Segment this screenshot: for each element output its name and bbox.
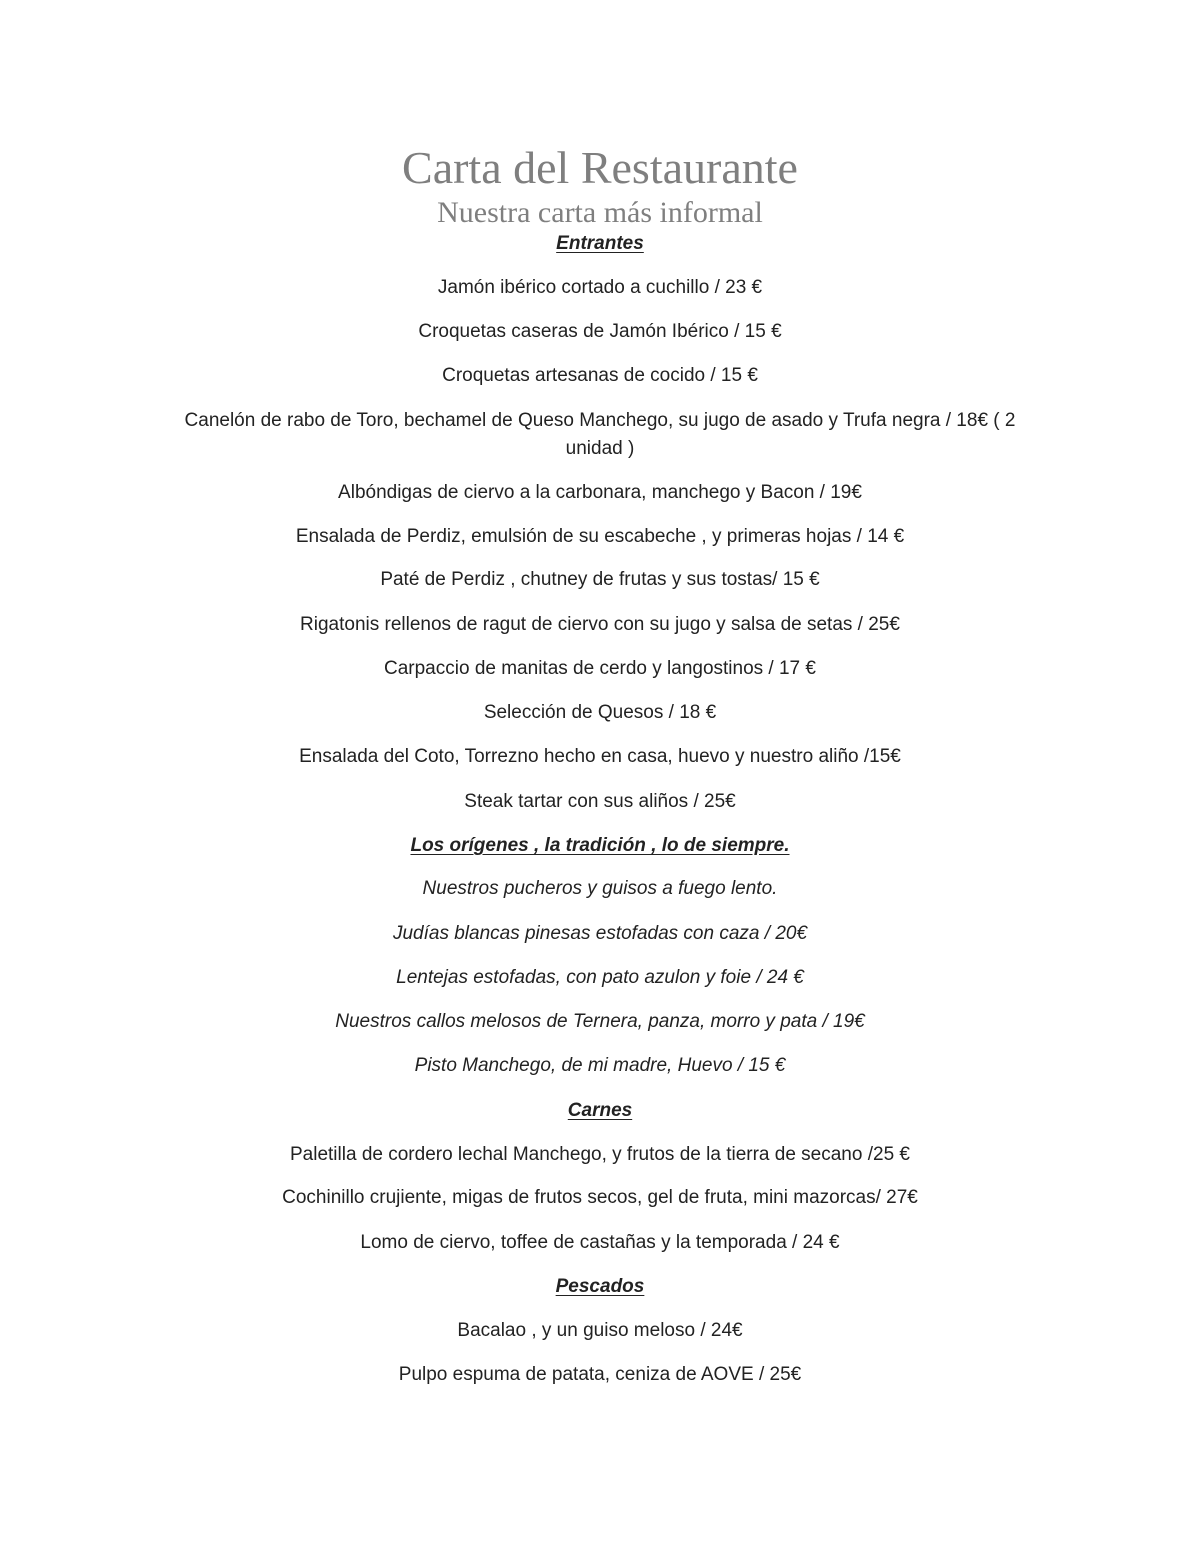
- menu-item: Albóndigas de ciervo a la carbonara, manchego y Bacon / 19€: [338, 482, 862, 503]
- menu-item: Lentejas estofadas, con pato azulon y foie / 24 €: [396, 967, 804, 988]
- menu-item: Ensalada del Coto, Torrezno hecho en casa, huevo y nuestro aliño /15€: [299, 746, 901, 767]
- menu-item: Pisto Manchego, de mi madre, Huevo / 15 €: [414, 1055, 786, 1076]
- menu-item: Pulpo espuma de patata, ceniza de AOVE / 25€: [398, 1364, 802, 1385]
- section-heading-entrantes: Entrantes: [556, 233, 644, 254]
- menu-item: Carpaccio de manitas de cerdo y langostinos / 17 €: [384, 658, 816, 679]
- menu-item: Croquetas caseras de Jamón Ibérico / 15 €: [418, 321, 782, 342]
- menu-item: Lomo de ciervo, toffee de castañas y la temporada / 24 €: [360, 1232, 840, 1253]
- page-title: Carta del Restaurante: [402, 142, 798, 193]
- menu-item: Steak tartar con sus aliños / 25€: [464, 791, 736, 812]
- menu-item: Rigatonis rellenos de ragut de ciervo con su jugo y salsa de setas / 25€: [300, 614, 900, 635]
- menu-item: Judías blancas pinesas estofadas con caza / 20€: [392, 923, 808, 944]
- section-intro: Nuestros pucheros y guisos a fuego lento.: [422, 878, 778, 899]
- menu-item: Bacalao , y un guiso meloso / 24€: [457, 1320, 743, 1341]
- menu-item: Croquetas artesanas de cocido / 15 €: [442, 365, 758, 386]
- menu-item: Canelón de rabo de Toro, bechamel de Queso Manchego, su jugo de asado y Trufa negra / 18€ ( 2 unidad ): [184, 410, 1016, 459]
- menu-item: Selección de Quesos / 18 €: [483, 702, 717, 723]
- menu-item: Cochinillo crujiente, migas de frutos secos, gel de fruta, mini mazorcas/ 27€: [282, 1187, 918, 1208]
- page-subtitle: Nuestra carta más informal: [437, 196, 763, 229]
- section-heading-carnes: Carnes: [567, 1100, 633, 1121]
- section-heading-tradicion: Los orígenes , la tradición , lo de siempre.: [410, 835, 790, 856]
- menu-item: Jamón ibérico cortado a cuchillo / 23 €: [437, 277, 763, 298]
- menu-item: Ensalada de Perdiz, emulsión de su escabeche , y primeras hojas / 14 €: [295, 526, 905, 547]
- menu-item: Paletilla de cordero lechal Manchego, y frutos de la tierra de secano /25 €: [290, 1144, 910, 1165]
- menu-item: Nuestros callos melosos de Ternera, panza, morro y pata / 19€: [335, 1011, 865, 1032]
- section-heading-pescados: Pescados: [555, 1276, 645, 1297]
- menu-item: Paté de Perdiz , chutney de frutas y sus tostas/ 15 €: [380, 569, 820, 590]
